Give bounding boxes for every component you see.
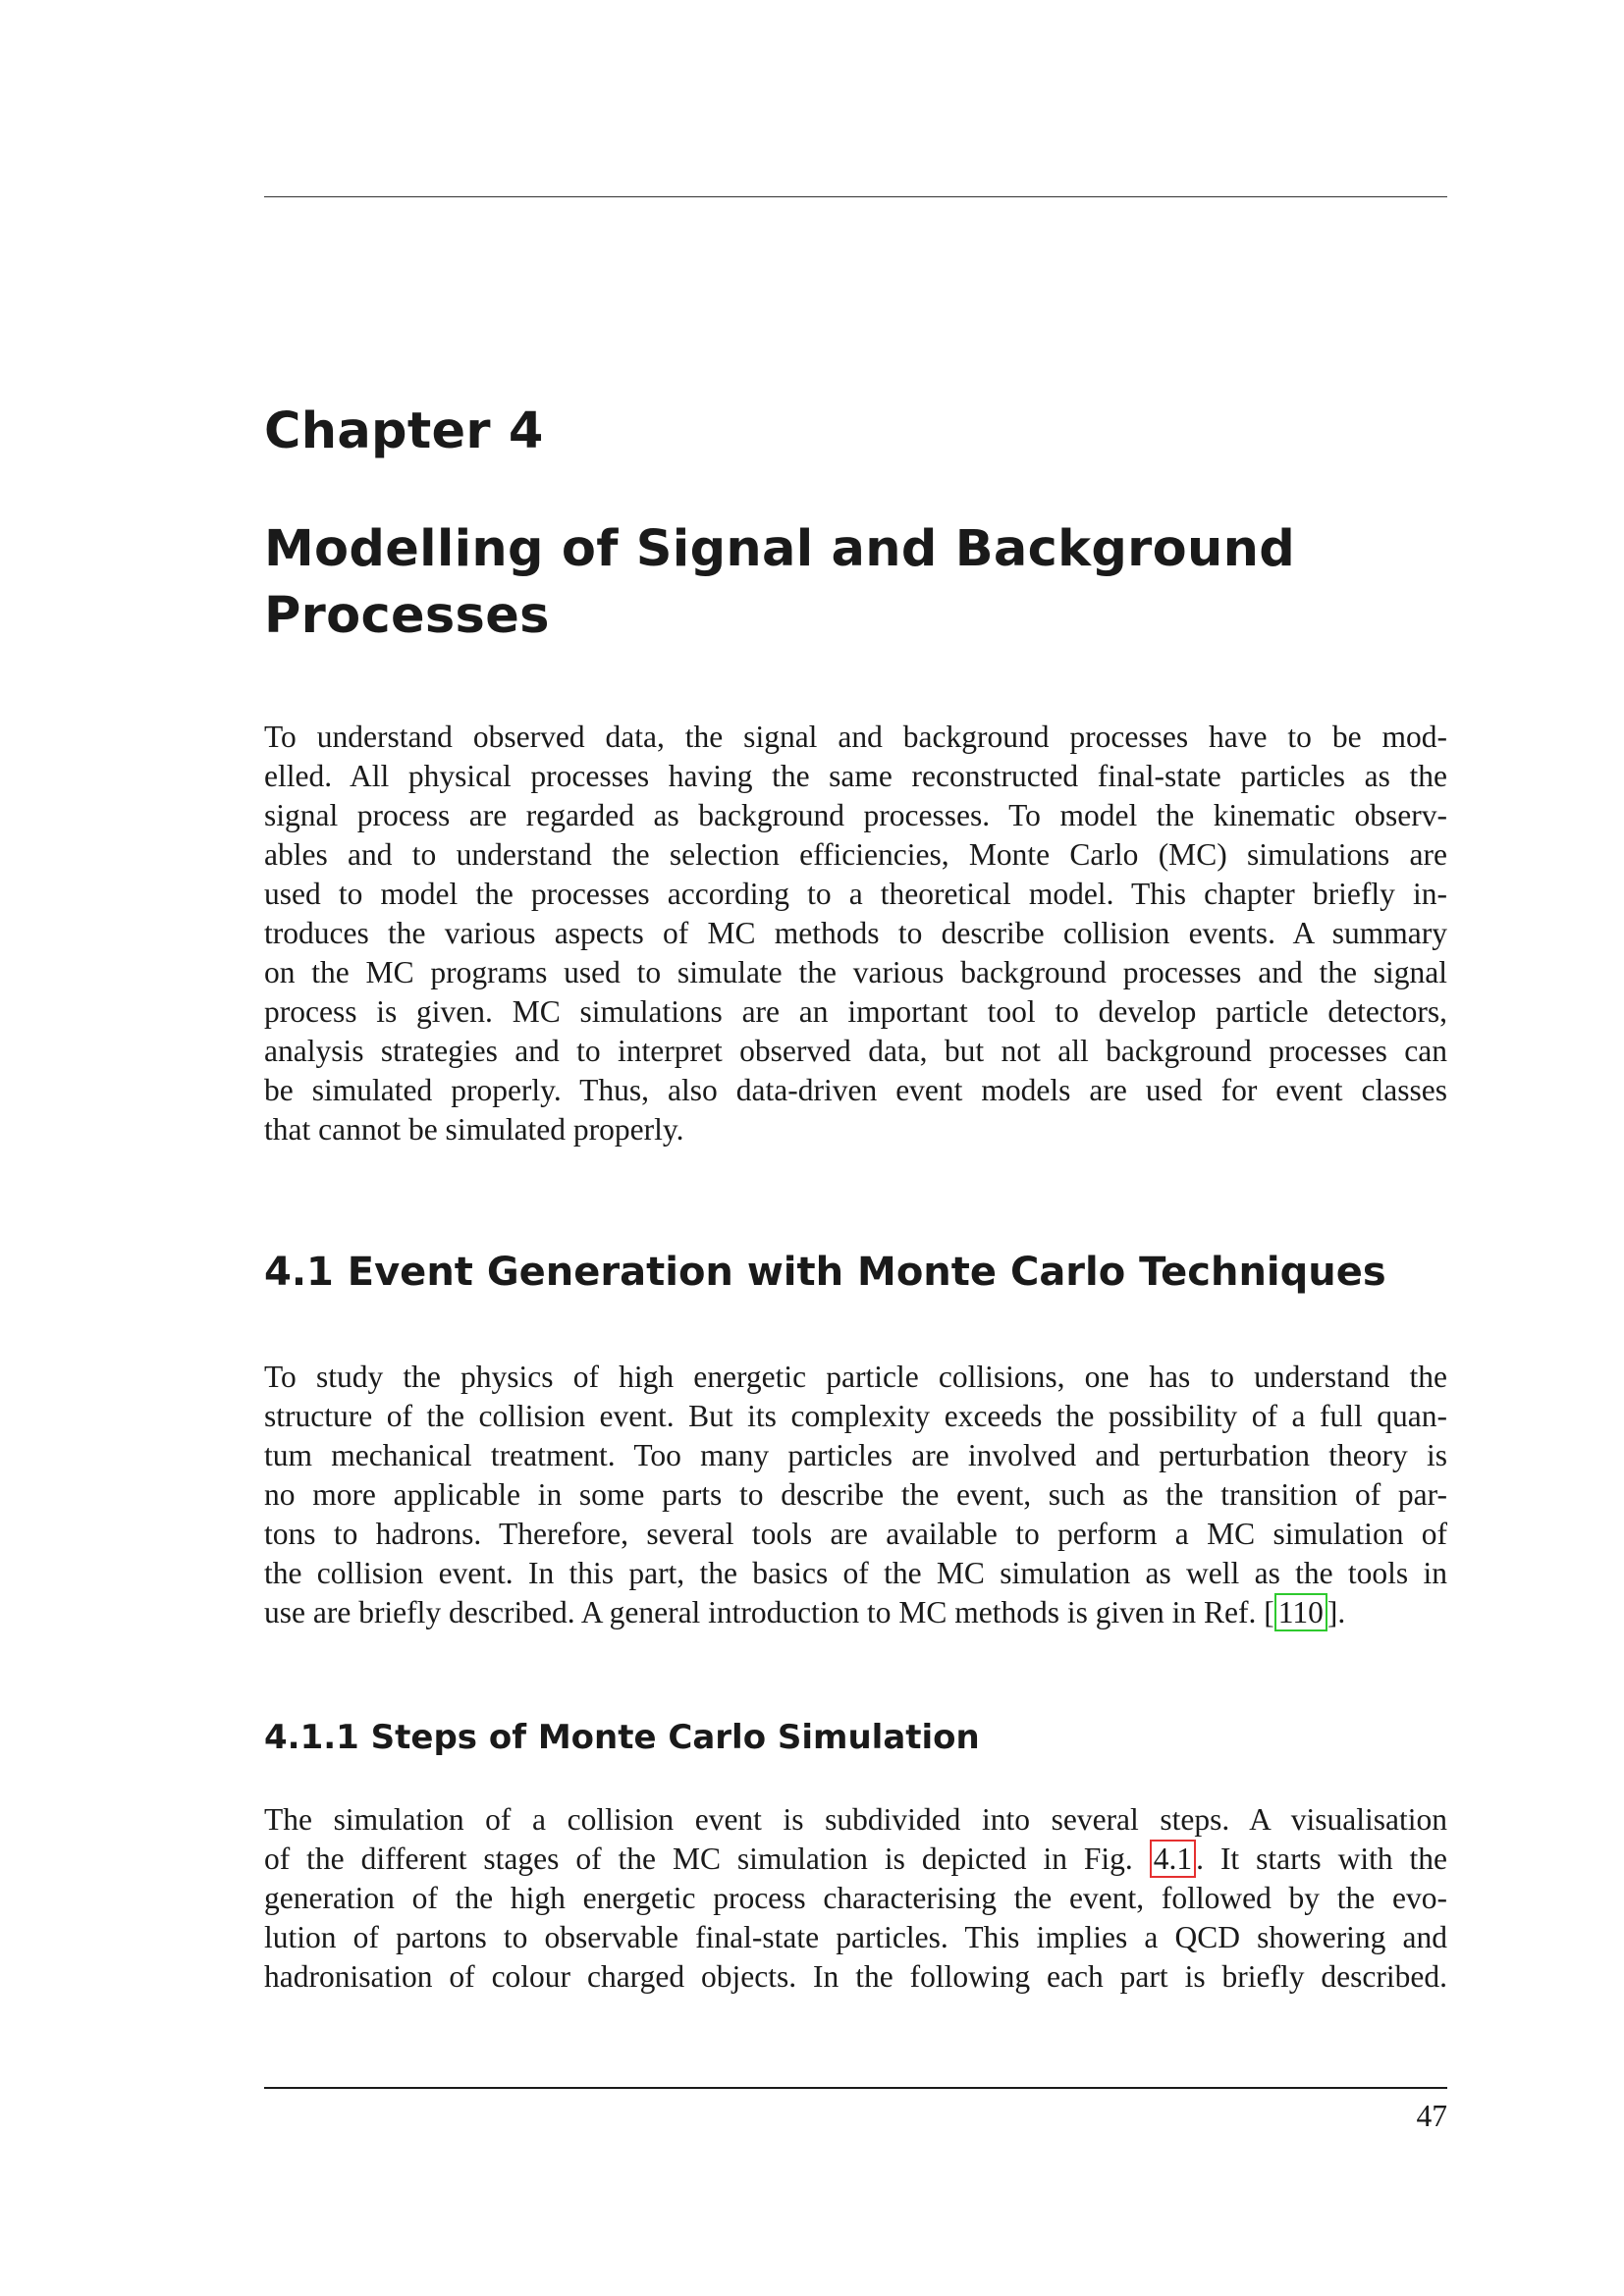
page-number: 47: [1416, 2099, 1447, 2133]
text-line: tum mechanical treatment. Too many particles are involved and perturbation theory is: [264, 1438, 1447, 1472]
text-line: [264, 1593, 1447, 1632]
text-line: signal process are regarded as background processes. To model the kinematic observ-: [264, 798, 1447, 832]
subsection-4-1-1-paragraph: [264, 1800, 1447, 1997]
text-line: structure of the collision event. But its complexity exceeds the possibility of a full quan-: [264, 1399, 1447, 1433]
text-line: hadronisation of colour charged objects. In the following each part is briefly described.: [264, 1959, 1447, 1994]
text-line: To study the physics of high energetic particle collisions, one has to understand the: [264, 1360, 1447, 1394]
figure-reference-link[interactable]: 4.1: [1150, 1840, 1196, 1878]
subsection-title: 4.1.1 Steps of Monte Carlo Simulation: [264, 1718, 980, 1757]
text-line: The simulation of a collision event is subdivided into several steps. A visualisation: [264, 1802, 1447, 1837]
intro-paragraph: [264, 718, 1447, 1149]
section-title: 4.1 Event Generation with Monte Carlo Techniques: [264, 1250, 1386, 1295]
section-4-1-paragraph: [264, 1358, 1447, 1632]
text-line: elled. All physical processes having the same reconstructed final-state particles as the: [264, 759, 1447, 793]
text-fragment: ].: [1326, 1595, 1346, 1629]
text-line: process is given. MC simulations are an important tool to develop particle detectors,: [264, 994, 1447, 1029]
text-line: be simulated properly. Thus, also data-driven event models are used for event classes: [264, 1073, 1447, 1107]
text-line: on the MC programs used to simulate the various background processes and the signal: [264, 955, 1447, 989]
chapter-title-line-1: Modelling of Signal and Background: [264, 520, 1295, 578]
text-fragment: use are briefly described. A general introduction to MC methods is given in Ref. [: [264, 1595, 1274, 1629]
text-fragment: of the different stages of the MC simulation is depicted in Fig.: [264, 1842, 1150, 1876]
citation-link[interactable]: 110: [1274, 1593, 1327, 1631]
text-line: analysis strategies and to interpret observed data, but not all background processes can: [264, 1034, 1447, 1068]
text-line: used to model the processes according to a theoretical model. This chapter briefly in-: [264, 877, 1447, 911]
footer-rule: [264, 2087, 1447, 2089]
text-line: [264, 1840, 1447, 1879]
text-line: troduces the various aspects of MC methods to describe collision events. A summary: [264, 916, 1447, 950]
text-line: To understand observed data, the signal and background processes have to be mod-: [264, 720, 1447, 754]
text-line: that cannot be simulated properly.: [264, 1112, 684, 1147]
header-rule: [264, 196, 1447, 197]
text-line: tons to hadrons. Therefore, several tools are available to perform a MC simulation of: [264, 1517, 1447, 1551]
text-line: ables and to understand the selection efficiencies, Monte Carlo (MC) simulations are: [264, 837, 1447, 872]
text-line: the collision event. In this part, the basics of the MC simulation as well as the tools in: [264, 1556, 1447, 1590]
chapter-title: [264, 516, 1344, 650]
text-fragment: . It starts with the: [1196, 1842, 1447, 1876]
chapter-label: Chapter 4: [264, 402, 544, 460]
text-line: lution of partons to observable final-state particles. This implies a QCD showering and: [264, 1920, 1447, 1954]
chapter-title-line-2: Processes: [264, 587, 550, 645]
text-line: generation of the high energetic process characterising the event, followed by the evo-: [264, 1881, 1447, 1915]
text-line: no more applicable in some parts to describe the event, such as the transition of par-: [264, 1477, 1447, 1512]
